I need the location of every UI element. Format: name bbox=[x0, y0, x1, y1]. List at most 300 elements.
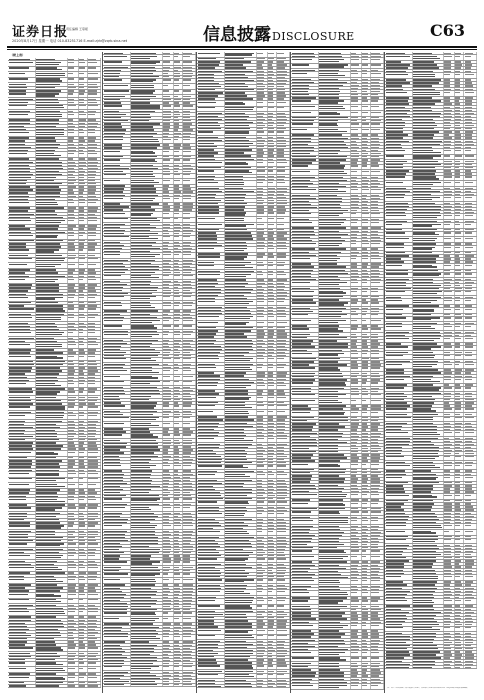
table-cell bbox=[103, 476, 131, 478]
table-cell bbox=[174, 330, 183, 332]
table-cell bbox=[163, 473, 174, 475]
table-cell bbox=[268, 366, 277, 371]
text-strip bbox=[79, 397, 85, 398]
text-strip bbox=[183, 627, 191, 628]
text-strip bbox=[36, 519, 58, 520]
text-strip bbox=[88, 427, 95, 428]
text-strip bbox=[268, 235, 273, 236]
table-cell bbox=[79, 659, 88, 661]
text-strip bbox=[163, 440, 171, 441]
table-cell bbox=[183, 449, 196, 451]
table-cell bbox=[197, 315, 225, 320]
text-strip bbox=[79, 516, 84, 517]
table-cell bbox=[131, 617, 163, 622]
text-strip bbox=[174, 440, 179, 441]
table-cell bbox=[197, 384, 225, 389]
text-strip bbox=[79, 641, 83, 642]
text-strip bbox=[36, 367, 60, 368]
text-strip bbox=[268, 355, 272, 356]
table-cell bbox=[225, 170, 257, 175]
text-strip bbox=[88, 235, 95, 236]
table-cell bbox=[131, 188, 163, 190]
table-cell bbox=[79, 533, 88, 535]
table-cell bbox=[88, 269, 101, 271]
text-strip bbox=[225, 152, 244, 153]
table-cell bbox=[68, 634, 79, 636]
text-strip bbox=[163, 269, 170, 270]
table-cell bbox=[163, 641, 174, 643]
text-strip bbox=[131, 203, 159, 204]
text-strip bbox=[174, 96, 178, 97]
table-cell bbox=[163, 197, 174, 202]
text-strip bbox=[88, 470, 96, 471]
table-cell bbox=[163, 229, 174, 231]
table-cell bbox=[36, 560, 68, 562]
text-strip bbox=[104, 114, 126, 115]
text-strip bbox=[9, 183, 26, 184]
text-strip bbox=[131, 425, 158, 426]
text-strip bbox=[174, 85, 179, 86]
table-cell bbox=[8, 125, 36, 127]
text-strip bbox=[174, 414, 180, 415]
text-strip bbox=[88, 620, 97, 621]
text-strip bbox=[257, 405, 264, 406]
table-cell bbox=[183, 521, 196, 523]
table-cell bbox=[163, 174, 174, 179]
table-cell bbox=[131, 428, 163, 430]
text-strip bbox=[198, 131, 214, 132]
table-cell bbox=[183, 301, 196, 303]
table-cell bbox=[8, 161, 36, 163]
text-strip bbox=[79, 217, 84, 218]
text-strip bbox=[198, 159, 215, 160]
text-strip bbox=[131, 452, 154, 453]
text-strip bbox=[79, 323, 84, 324]
table-cell bbox=[88, 426, 101, 428]
table-cell bbox=[277, 357, 290, 362]
text-strip bbox=[163, 272, 171, 273]
text-strip bbox=[79, 519, 84, 520]
table-cell bbox=[197, 342, 225, 344]
text-strip bbox=[183, 213, 190, 214]
text-strip bbox=[268, 128, 273, 129]
table-cell bbox=[103, 250, 131, 252]
table-cell bbox=[36, 563, 68, 565]
table-cell bbox=[103, 363, 131, 365]
table-cell bbox=[225, 58, 257, 60]
table-cell bbox=[277, 235, 290, 237]
table-cell bbox=[103, 593, 131, 595]
text-strip bbox=[183, 209, 191, 210]
table-cell bbox=[183, 476, 196, 478]
text-strip bbox=[163, 603, 171, 604]
text-strip bbox=[225, 340, 252, 341]
table-cell bbox=[257, 85, 268, 87]
text-strip bbox=[183, 381, 192, 382]
table-cell bbox=[225, 282, 257, 284]
table-cell bbox=[277, 146, 290, 148]
table-cell bbox=[103, 351, 131, 353]
table-cell bbox=[8, 457, 36, 459]
text-strip bbox=[88, 123, 98, 124]
table-cell bbox=[36, 293, 68, 295]
text-strip bbox=[163, 147, 170, 148]
text-strip bbox=[268, 372, 273, 373]
table-cell bbox=[68, 631, 79, 633]
text-strip bbox=[183, 317, 191, 318]
table-cell bbox=[163, 392, 174, 394]
text-strip bbox=[277, 113, 285, 114]
table-cell bbox=[197, 67, 225, 69]
text-strip bbox=[225, 369, 252, 370]
text-strip bbox=[163, 195, 169, 196]
table-cell bbox=[131, 449, 163, 451]
table-cell bbox=[131, 656, 163, 658]
table-cell bbox=[36, 243, 68, 245]
text-strip bbox=[225, 113, 244, 114]
text-strip bbox=[183, 126, 189, 127]
text-strip bbox=[36, 276, 64, 277]
table-cell bbox=[68, 388, 79, 390]
text-strip bbox=[88, 653, 98, 654]
text-strip bbox=[277, 200, 286, 201]
text-strip bbox=[9, 150, 28, 151]
text-strip bbox=[268, 182, 273, 183]
text-strip bbox=[104, 641, 126, 642]
table-cell bbox=[79, 472, 88, 477]
table-cell bbox=[88, 469, 101, 471]
text-strip bbox=[79, 587, 84, 588]
table-cell bbox=[88, 328, 101, 330]
table-cell bbox=[79, 625, 88, 627]
table-cell bbox=[277, 381, 290, 383]
text-strip bbox=[9, 111, 31, 112]
table-cell bbox=[79, 263, 88, 268]
text-strip bbox=[257, 298, 264, 299]
text-strip bbox=[131, 428, 149, 429]
table-cell bbox=[68, 328, 79, 330]
table-cell bbox=[36, 78, 68, 83]
table-cell bbox=[183, 348, 196, 350]
text-strip bbox=[36, 204, 58, 205]
text-strip bbox=[36, 659, 55, 660]
text-strip bbox=[257, 188, 263, 189]
table-cell bbox=[131, 110, 163, 112]
table-cell bbox=[183, 482, 196, 484]
text-strip bbox=[174, 99, 180, 100]
table-cell bbox=[68, 213, 79, 215]
text-strip bbox=[9, 290, 29, 291]
text-strip bbox=[183, 552, 191, 553]
table-cell bbox=[68, 466, 79, 468]
text-strip bbox=[257, 355, 263, 356]
table-cell bbox=[8, 587, 36, 589]
table-cell bbox=[79, 641, 88, 643]
table-cell bbox=[88, 540, 101, 542]
table-cell bbox=[163, 464, 174, 469]
text-strip bbox=[68, 513, 74, 514]
text-strip bbox=[163, 428, 169, 429]
text-strip bbox=[277, 390, 284, 391]
table-cell bbox=[79, 316, 88, 321]
text-strip bbox=[88, 279, 96, 280]
text-strip bbox=[9, 473, 29, 474]
text-strip bbox=[68, 457, 73, 458]
table-cell bbox=[174, 102, 183, 104]
table-cell bbox=[197, 330, 225, 332]
text-strip bbox=[68, 537, 75, 538]
text-strip bbox=[79, 436, 85, 437]
text-strip bbox=[198, 279, 218, 280]
table-cell bbox=[163, 461, 174, 463]
text-strip bbox=[36, 84, 60, 85]
table-cell bbox=[88, 578, 101, 583]
table-cell bbox=[277, 181, 290, 186]
table-cell bbox=[174, 578, 183, 583]
table-cell bbox=[197, 131, 225, 136]
text-strip bbox=[104, 96, 126, 97]
text-strip bbox=[163, 534, 171, 535]
table-cell bbox=[36, 58, 68, 60]
text-strip bbox=[268, 286, 273, 287]
text-strip bbox=[36, 281, 55, 282]
table-cell bbox=[68, 207, 79, 209]
text-strip bbox=[183, 159, 190, 160]
table-cell bbox=[183, 339, 196, 341]
table-cell bbox=[174, 61, 183, 66]
text-strip bbox=[9, 656, 31, 657]
table-cell bbox=[36, 296, 68, 301]
text-strip bbox=[268, 149, 274, 150]
text-strip bbox=[174, 209, 179, 210]
text-strip bbox=[225, 295, 244, 296]
table-cell bbox=[225, 422, 257, 424]
table-cell bbox=[88, 246, 101, 248]
table-cell bbox=[268, 390, 277, 392]
table-cell bbox=[257, 321, 268, 326]
table-cell bbox=[163, 399, 174, 401]
table-cell bbox=[68, 530, 79, 532]
table-cell bbox=[163, 617, 174, 622]
table-cell bbox=[79, 631, 88, 633]
text-strip bbox=[198, 372, 215, 373]
text-strip bbox=[131, 302, 150, 303]
table-cell bbox=[257, 288, 268, 290]
table-cell bbox=[36, 572, 68, 574]
text-strip bbox=[257, 265, 264, 266]
text-strip bbox=[36, 225, 58, 226]
text-strip bbox=[198, 286, 215, 287]
text-strip bbox=[268, 397, 273, 398]
text-strip bbox=[163, 597, 168, 598]
table-cell bbox=[8, 548, 36, 550]
table-cell bbox=[68, 161, 79, 163]
text-strip bbox=[257, 336, 264, 337]
text-strip bbox=[104, 165, 121, 166]
table-cell bbox=[8, 195, 36, 197]
table-cell bbox=[174, 446, 183, 448]
table-cell bbox=[131, 653, 163, 655]
table-cell bbox=[79, 396, 88, 398]
table-cell bbox=[88, 607, 101, 609]
table-cell bbox=[68, 170, 79, 172]
table-cell bbox=[131, 132, 163, 134]
table-cell bbox=[88, 492, 101, 494]
text-strip bbox=[36, 352, 62, 353]
table-cell bbox=[183, 333, 196, 338]
text-strip bbox=[225, 407, 252, 408]
text-strip bbox=[225, 242, 246, 243]
table-cell bbox=[225, 112, 257, 114]
table-cell bbox=[268, 315, 277, 320]
table-cell bbox=[277, 136, 290, 138]
table-cell bbox=[103, 265, 131, 267]
table-cell bbox=[79, 58, 88, 60]
table-cell bbox=[8, 234, 36, 239]
table-cell bbox=[8, 275, 36, 277]
text-strip bbox=[174, 117, 178, 118]
text-strip bbox=[277, 159, 285, 160]
text-strip bbox=[198, 194, 217, 195]
table-cell bbox=[225, 410, 257, 415]
table-cell bbox=[36, 122, 68, 124]
table-cell bbox=[174, 402, 183, 404]
text-strip bbox=[225, 167, 250, 168]
text-strip bbox=[163, 245, 168, 246]
table-cell bbox=[36, 587, 68, 589]
text-strip bbox=[277, 352, 285, 353]
text-strip bbox=[174, 498, 179, 499]
table-cell bbox=[277, 92, 290, 94]
text-strip bbox=[88, 186, 95, 187]
text-strip bbox=[183, 67, 192, 68]
text-strip bbox=[277, 212, 284, 213]
text-strip bbox=[277, 316, 286, 317]
text-strip bbox=[104, 254, 120, 255]
text-strip bbox=[268, 238, 273, 239]
text-strip bbox=[79, 647, 85, 648]
table-cell bbox=[68, 243, 79, 245]
table-cell bbox=[79, 93, 88, 98]
table-cell bbox=[8, 512, 36, 514]
table-cell bbox=[68, 173, 79, 175]
text-strip bbox=[183, 387, 190, 388]
table-cell bbox=[277, 139, 290, 141]
text-strip bbox=[9, 232, 32, 233]
table-cell bbox=[131, 197, 163, 202]
table-cell bbox=[88, 158, 101, 160]
text-strip bbox=[88, 276, 94, 277]
text-strip bbox=[198, 203, 219, 204]
text-strip bbox=[9, 62, 33, 63]
text-strip bbox=[174, 492, 180, 493]
table-cell bbox=[197, 348, 225, 350]
table-cell bbox=[257, 342, 268, 344]
table-cell bbox=[277, 416, 290, 418]
text-strip bbox=[198, 423, 219, 424]
text-strip bbox=[183, 534, 192, 535]
text-strip bbox=[163, 248, 168, 249]
text-strip bbox=[36, 557, 61, 558]
table-cell bbox=[183, 296, 196, 301]
text-strip bbox=[68, 576, 76, 577]
text-strip bbox=[131, 396, 151, 397]
text-strip bbox=[183, 684, 192, 685]
table-cell bbox=[268, 128, 277, 130]
text-strip bbox=[104, 102, 121, 103]
table-cell bbox=[277, 384, 290, 389]
text-strip bbox=[163, 114, 171, 115]
table-cell bbox=[257, 58, 268, 60]
table-cell bbox=[268, 223, 277, 228]
text-strip bbox=[225, 303, 248, 304]
table-cell bbox=[197, 416, 225, 418]
editor-credit: 责任编辑 王曼妮 bbox=[66, 27, 88, 31]
table-cell bbox=[8, 432, 36, 434]
table-cell bbox=[277, 131, 290, 136]
table-cell bbox=[163, 684, 174, 686]
table-cell bbox=[103, 113, 131, 115]
text-strip bbox=[68, 349, 73, 350]
table-cell bbox=[79, 685, 88, 687]
text-strip bbox=[163, 310, 170, 311]
text-strip bbox=[268, 411, 272, 412]
table-cell bbox=[131, 129, 163, 131]
table-cell bbox=[88, 249, 101, 254]
text-strip bbox=[131, 393, 159, 394]
text-strip bbox=[88, 297, 94, 298]
table-cell bbox=[103, 293, 131, 295]
table-cell bbox=[174, 530, 183, 532]
table-cell bbox=[79, 634, 88, 636]
table-cell bbox=[174, 452, 183, 454]
text-strip bbox=[163, 449, 168, 450]
text-strip bbox=[163, 660, 170, 661]
table-cell bbox=[68, 504, 79, 506]
table-cell bbox=[183, 512, 196, 514]
table-cell bbox=[183, 170, 196, 172]
text-strip bbox=[79, 114, 85, 115]
text-strip bbox=[198, 58, 216, 59]
table-cell bbox=[8, 478, 36, 483]
table-cell bbox=[174, 561, 183, 566]
text-strip bbox=[268, 197, 273, 198]
table-cell bbox=[163, 69, 174, 71]
table-cell bbox=[8, 331, 36, 336]
text-strip bbox=[68, 228, 73, 229]
table-cell bbox=[131, 644, 163, 646]
table-cell bbox=[36, 113, 68, 118]
table-cell bbox=[183, 369, 196, 374]
table-cell bbox=[36, 522, 68, 524]
text-strip bbox=[163, 70, 169, 71]
text-strip bbox=[68, 361, 73, 362]
text-strip bbox=[68, 406, 74, 407]
text-strip bbox=[88, 367, 97, 368]
table-cell bbox=[163, 226, 174, 228]
text-strip bbox=[131, 563, 152, 564]
text-strip bbox=[174, 156, 179, 157]
text-strip bbox=[36, 107, 63, 108]
table-cell bbox=[103, 632, 131, 634]
text-strip bbox=[163, 349, 171, 350]
table-cell bbox=[88, 682, 101, 684]
table-cell bbox=[174, 289, 183, 291]
text-strip bbox=[277, 274, 286, 275]
text-strip bbox=[225, 95, 247, 96]
table-cell bbox=[8, 667, 36, 672]
text-strip bbox=[183, 284, 190, 285]
